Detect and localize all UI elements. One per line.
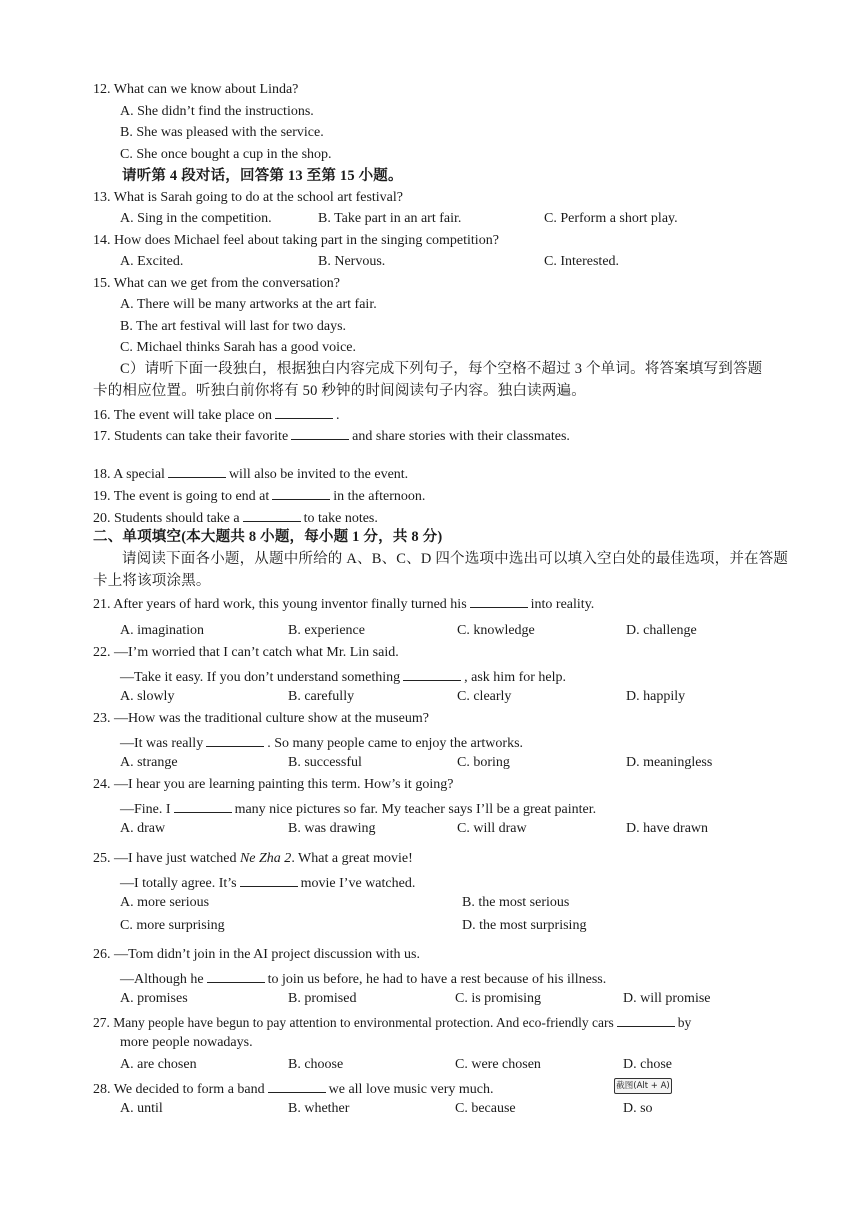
q13-option-c: C. Perform a short play. (544, 211, 678, 226)
q20 (93, 507, 378, 528)
q14-option-b: B. Nervous. (318, 254, 386, 269)
answer-blank (403, 666, 461, 681)
q12-stem: 12. What can we know about Linda? (93, 82, 299, 97)
q22-tail: , ask him for help. (464, 670, 567, 685)
q17-tail: and share stories with their classmates. (352, 429, 570, 444)
q18-tail: will also be invited to the event. (228, 467, 409, 482)
answer-blank (272, 485, 330, 500)
q20-tail: to take notes. (303, 511, 378, 526)
q28-option-a: A. until (120, 1101, 163, 1116)
q25-text: 25. —I have just watched (93, 851, 240, 866)
q22-line1: 22. —I’m worried that I can’t catch what Mr. Lin said. (93, 645, 399, 660)
q27-option-d: D. chose (623, 1057, 672, 1072)
answer-blank (240, 872, 298, 887)
q21-option-c: C. knowledge (457, 623, 535, 638)
answer-blank (207, 968, 265, 983)
q23-tail: . So many people came to enjoy the artworks. (267, 736, 524, 751)
answer-blank (275, 404, 333, 419)
answer-blank (168, 463, 226, 478)
q22-option-b: B. carefully (288, 689, 355, 704)
q17-text: 17. Students can take their favorite (93, 429, 289, 444)
q27-option-c: C. were chosen (455, 1057, 541, 1072)
q25-option-d: D. the most surprising (462, 918, 587, 933)
q12-option-c: C. She once bought a cup in the shop. (120, 147, 332, 162)
q26-line2 (120, 968, 606, 989)
q13-option-a: A. Sing in the competition. (120, 211, 272, 226)
q23-option-a: A. strange (120, 755, 178, 770)
answer-blank (470, 593, 528, 608)
q21-stem (93, 593, 594, 614)
q25-line2-text: —I totally agree. It’s (120, 876, 237, 891)
q25-option-a: A. more serious (120, 895, 210, 910)
screenshot-shortcut-badge[interactable]: 截图(Alt + A) (614, 1078, 672, 1094)
q28-tail: we all love music very much. (328, 1082, 494, 1097)
q26-option-a: A. promises (120, 991, 188, 1006)
answer-blank (291, 425, 349, 440)
q25-line1 (93, 850, 413, 868)
q20-text: 20. Students should take a (93, 511, 240, 526)
q14-stem: 14. How does Michael feel about taking part in the singing competition? (93, 233, 499, 248)
part2-instruction-line1: 请阅读下面各小题，从题中所给的 A、B、C、D 四个选项中选出可以填入空白处的最佳选项，并在答题 (122, 551, 789, 567)
answer-blank (268, 1078, 326, 1093)
q15-stem: 15. What can we get from the conversation? (93, 276, 340, 291)
q28-option-c: C. because (455, 1101, 516, 1116)
q27-option-a: A. are chosen (120, 1057, 197, 1072)
q23-option-c: C. boring (457, 755, 510, 770)
q26-text: —Although he (120, 972, 204, 987)
q19 (93, 485, 425, 506)
q27-tail: by (677, 1015, 692, 1030)
q16 (93, 404, 339, 425)
q26-option-c: C. is promising (455, 991, 541, 1006)
q24-line1: 24. —I hear you are learning painting this term. How’s it going? (93, 777, 454, 792)
q21-tail: into reality. (530, 597, 595, 612)
part2-instruction-line2: 卡上将该项涂黑。 (93, 573, 211, 589)
q18 (93, 463, 408, 484)
q22-text: —Take it easy. If you don’t understand something (120, 670, 401, 685)
q24-option-c: C. will draw (457, 821, 527, 836)
q21-option-a: A. imagination (120, 623, 204, 638)
q15-option-b: B. The art festival will last for two days. (120, 319, 347, 334)
q28-text: 28. We decided to form a band (93, 1082, 265, 1097)
q28-stem (93, 1078, 493, 1099)
answer-blank (617, 1012, 675, 1027)
q18-text: 18. A special (93, 467, 165, 482)
section-c-instruction-line1: C）请听下面一段独白，根据独白内容完成下列句子，每个空格不超过 3 个单词。将答案填写到答题 (120, 361, 763, 377)
q23-option-d: D. meaningless (626, 755, 713, 770)
q24-option-a: A. draw (120, 821, 166, 836)
section-c-instruction-line2: 卡的相应位置。听独白前你将有 50 秒钟的时间阅读句子内容。独白读两遍。 (93, 383, 586, 399)
q15-option-a: A. There will be many artworks at the art fair. (120, 297, 377, 312)
q23-text: —It was really (120, 736, 204, 751)
q26-option-d: D. will promise (623, 991, 711, 1006)
q21-option-b: B. experience (288, 623, 365, 638)
q26-line1: 26. —Tom didn’t join in the AI project discussion with us. (93, 947, 420, 962)
q27-option-b: B. choose (288, 1057, 344, 1072)
q24-option-d: D. have drawn (626, 821, 709, 836)
q23-line2 (120, 732, 523, 753)
q24-tail: many nice pictures so far. My teacher says I’ll be a great painter. (234, 802, 597, 817)
q15-option-c: C. Michael thinks Sarah has a good voice. (120, 340, 357, 355)
q19-text: 19. The event is going to end at (93, 489, 270, 504)
answer-blank (174, 798, 232, 813)
q13-option-b: B. Take part in an art fair. (318, 211, 462, 226)
q16-tail: . (335, 408, 340, 423)
q25-tail: . What a great movie! (291, 851, 413, 866)
q14-option-c: C. Interested. (544, 254, 620, 269)
q25-movie-title: Ne Zha 2 (239, 851, 292, 866)
q24-option-b: B. was drawing (288, 821, 376, 836)
q25-line2-tail: movie I’ve watched. (300, 876, 416, 891)
q19-tail: in the afternoon. (333, 489, 426, 504)
q12-option-b: B. She was pleased with the service. (120, 125, 324, 140)
answer-blank (243, 507, 301, 522)
q23-option-b: B. successful (288, 755, 362, 770)
q21-text: 21. After years of hard work, this young inventor finally turned his (93, 597, 467, 612)
q24-line2 (120, 798, 596, 819)
q23-line1: 23. —How was the traditional culture show at the museum? (93, 711, 429, 726)
q13-stem: 13. What is Sarah going to do at the school art festival? (93, 190, 404, 205)
q12-option-a: A. She didn’t find the instructions. (120, 104, 314, 119)
q22-option-a: A. slowly (120, 689, 175, 704)
q24-text: —Fine. I (120, 802, 171, 817)
q25-line2 (120, 872, 415, 893)
q21-option-d: D. challenge (626, 623, 697, 638)
q27-line2: more people nowadays. (120, 1035, 253, 1050)
q25-option-b: B. the most serious (462, 895, 570, 910)
q27-text: 27. Many people have begun to pay attention to environmental protection. And eco-friendly cars (93, 1015, 614, 1030)
q22-option-c: C. clearly (457, 689, 512, 704)
q17 (93, 425, 570, 446)
section-dialog4-heading: 请听第 4 段对话，回答第 13 至第 15 小题。 (122, 168, 403, 184)
q27-line1 (93, 1012, 691, 1032)
q26-tail: to join us before, he had to have a rest because of his illness. (267, 972, 607, 987)
q22-line2 (120, 666, 566, 687)
q28-option-b: B. whether (288, 1101, 350, 1116)
q25-option-c: C. more surprising (120, 918, 225, 933)
q28-option-d: D. so (623, 1101, 653, 1116)
part2-title: 二、单项填空(本大题共 8 小题，每小题 1 分，共 8 分) (93, 529, 443, 545)
q22-option-d: D. happily (626, 689, 686, 704)
q26-option-b: B. promised (288, 991, 357, 1006)
q16-text: 16. The event will take place on (93, 408, 272, 423)
q14-option-a: A. Excited. (120, 254, 184, 269)
answer-blank (206, 732, 264, 747)
